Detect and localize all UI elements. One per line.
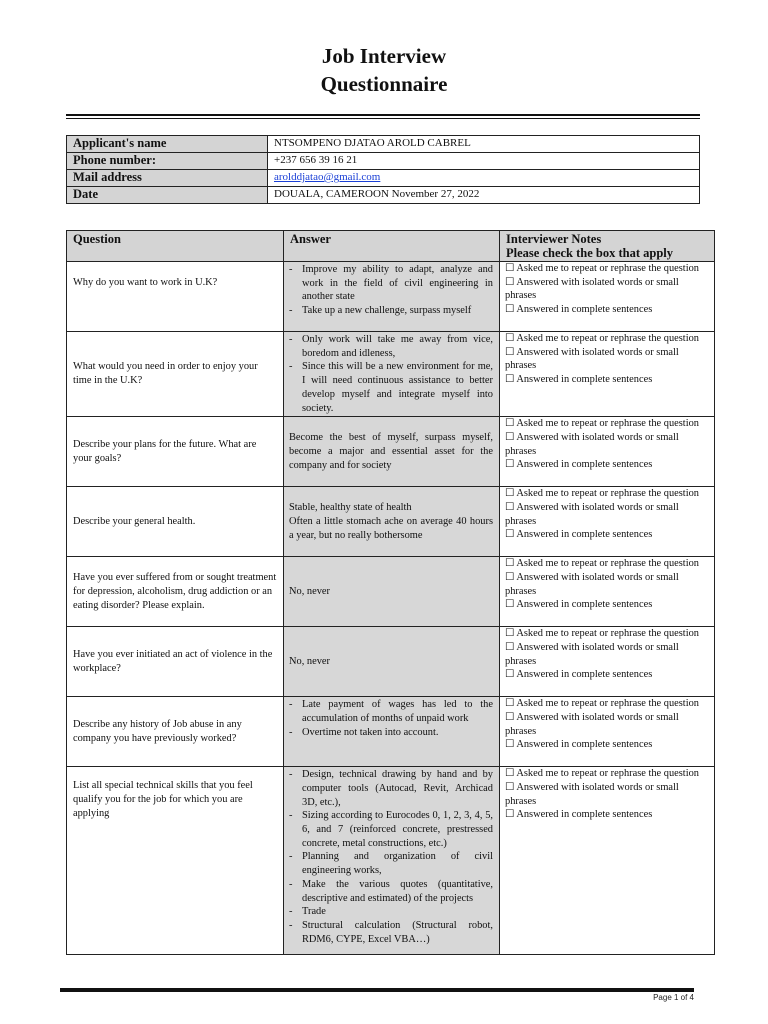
interviewer-notes-cell <box>500 417 715 487</box>
notes-checkbox-option[interactable]: ☐ Asked me to repeat or rephrase the question <box>505 333 699 344</box>
notes-checkbox-option[interactable]: ☐ Asked me to repeat or rephrase the question <box>505 628 699 640</box>
notes-checkbox-option[interactable]: ☐ Answered in complete sentences <box>505 739 653 751</box>
notes-checkbox-option[interactable]: ☐ Answered with isolated words or small phrases <box>505 641 679 667</box>
notes-checkbox-option[interactable]: ☐ Answered in complete sentences <box>505 304 653 316</box>
question-row <box>67 487 715 557</box>
answer-cell <box>284 417 500 487</box>
answer-cell <box>284 332 500 417</box>
applicant-field-value: +237 656 39 16 21 <box>268 153 700 170</box>
interviewer-notes-cell <box>500 262 715 332</box>
email-link[interactable]: arolddjatao@gmail.com <box>274 171 381 183</box>
footer-rule <box>60 988 694 992</box>
answer-list-item: - Design, technical drawing by hand and by computer tools (Autocad, Revit, Archicad 3D, etc.), <box>289 768 493 809</box>
answer-list-item: - Take up a new challenge, surpass myself <box>289 304 493 318</box>
question-text: Describe any history of Job abuse in any company you have previously worked? <box>67 697 284 767</box>
answer-list <box>289 698 493 739</box>
answer-list-item: - Overtime not taken into account. <box>289 726 493 740</box>
applicant-field-value <box>268 170 700 187</box>
interviewer-notes-cell <box>500 767 715 955</box>
answer-list-item: - Only work will take me away from vice, boredom and idleness, <box>289 333 493 360</box>
answer-text: Often a little stomach ache on average 40 hours a year, but no really bothersome <box>289 515 493 541</box>
notes-checkbox-option[interactable]: ☐ Answered in complete sentences <box>505 599 653 611</box>
applicant-field-label: Applicant's name <box>67 136 268 153</box>
answer-list <box>289 263 493 318</box>
answer-list-item: - Planning and organization of civil engineering works, <box>289 850 493 877</box>
question-row <box>67 697 715 767</box>
interviewer-notes-cell <box>500 487 715 557</box>
question-row <box>67 262 715 332</box>
applicant-info-row <box>67 170 700 187</box>
question-row <box>67 627 715 697</box>
notes-checkbox-option[interactable]: ☐ Answered with isolated words or small phrases <box>505 431 679 457</box>
answer-list-item: - Trade <box>289 905 493 919</box>
question-text: List all special technical skills that you feel qualify you for the job for which you are applying <box>67 767 284 955</box>
interviewer-notes-cell <box>500 557 715 627</box>
question-text: Why do you want to work in U.K? <box>67 262 284 332</box>
answer-list <box>289 333 493 415</box>
question-text: What would you need in order to enjoy your time in the U.K? <box>67 332 284 417</box>
header-notes-line-2: Please check the box that apply <box>506 246 674 260</box>
answer-text: No, never <box>289 655 330 667</box>
applicant-field-label: Mail address <box>67 170 268 187</box>
answer-cell <box>284 627 500 697</box>
question-row <box>67 767 715 955</box>
applicant-info-row <box>67 187 700 204</box>
notes-checkbox-option[interactable]: ☐ Answered in complete sentences <box>505 374 653 386</box>
notes-checkbox-option[interactable]: ☐ Answered with isolated words or small phrases <box>505 501 679 527</box>
questionnaire-table <box>66 230 715 955</box>
document-title <box>0 42 768 98</box>
notes-checkbox-option[interactable]: ☐ Asked me to repeat or rephrase the question <box>505 558 699 570</box>
notes-checkbox-option[interactable]: ☐ Asked me to repeat or rephrase the question <box>505 488 699 500</box>
answer-list-item: - Make the various quotes (quantitative, descriptive and estimated) of the projects <box>289 878 493 905</box>
answer-list-item: - Late payment of wages has led to the accumulation of months of unpaid work <box>289 698 493 725</box>
answer-cell <box>284 262 500 332</box>
answer-cell <box>284 557 500 627</box>
question-text: Describe your general health. <box>67 487 284 557</box>
question-row <box>67 417 715 487</box>
question-row <box>67 332 715 417</box>
answer-text: Stable, healthy state of health <box>289 502 412 514</box>
answer-list-item: - Structural calculation (Structural robot, RDM6, CYPE, Excel VBA…) <box>289 919 493 946</box>
page-number: Page 1 of 4 <box>653 993 694 1002</box>
notes-checkbox-option[interactable]: ☐ Asked me to repeat or rephrase the question <box>505 768 699 780</box>
applicant-info-row <box>67 153 700 170</box>
applicant-field-label: Date <box>67 187 268 204</box>
header-interviewer-notes <box>500 231 715 262</box>
notes-checkbox-option[interactable]: ☐ Answered with isolated words or small phrases <box>505 781 679 807</box>
header-rule <box>66 114 700 119</box>
applicant-info-table <box>66 135 700 204</box>
notes-checkbox-option[interactable]: ☐ Answered with isolated words or small phrases <box>505 711 679 737</box>
interviewer-notes-cell <box>500 627 715 697</box>
answer-list <box>289 768 493 946</box>
notes-checkbox-option[interactable]: ☐ Answered with isolated words or small phrases <box>505 571 679 597</box>
answer-cell <box>284 487 500 557</box>
title-line-2: Questionnaire <box>320 72 448 96</box>
answer-list-item: - Sizing according to Eurocodes 0, 1, 2, 3, 4, 5, 6, and 7 (reinforced concrete, prestressed concrete, metal constructions, etc.) <box>289 809 493 850</box>
applicant-info-row <box>67 136 700 153</box>
question-row <box>67 557 715 627</box>
header-notes-line-1: Interviewer Notes <box>506 232 602 246</box>
notes-checkbox-option[interactable]: ☐ Answered with isolated words or small phrases <box>505 346 679 372</box>
answer-list-item: - Improve my ability to adapt, analyze and work in the field of civil engineering in another state <box>289 263 493 304</box>
notes-checkbox-option[interactable]: ☐ Answered in complete sentences <box>505 459 653 471</box>
notes-checkbox-option[interactable]: ☐ Asked me to repeat or rephrase the question <box>505 418 699 430</box>
questionnaire-header-row <box>67 231 715 262</box>
applicant-field-value: NTSOMPENO DJATAO AROLD CABREL <box>268 136 700 153</box>
notes-checkbox-option[interactable]: ☐ Asked me to repeat or rephrase the question <box>505 698 699 710</box>
applicant-field-value: DOUALA, CAMEROON November 27, 2022 <box>268 187 700 204</box>
header-answer: Answer <box>284 231 500 262</box>
notes-checkbox-option[interactable]: ☐ Answered with isolated words or small phrases <box>505 276 679 302</box>
header-question: Question <box>67 231 284 262</box>
question-text: Have you ever suffered from or sought treatment for depression, alcoholism, drug addiction or an eating disorder? Please explain. <box>67 557 284 627</box>
answer-cell <box>284 697 500 767</box>
interviewer-notes-cell <box>500 697 715 767</box>
notes-checkbox-option[interactable]: ☐ Answered in complete sentences <box>505 529 653 541</box>
title-line-1: Job Interview <box>321 44 447 68</box>
question-text: Describe your plans for the future. What are your goals? <box>67 417 284 487</box>
notes-checkbox-option[interactable]: ☐ Answered in complete sentences <box>505 669 653 681</box>
answer-list-item: - Since this will be a new environment for me, I will need continuous assistance to better develop myself and integrate myself into society. <box>289 360 493 415</box>
answer-text: No, never <box>289 585 330 597</box>
answer-cell <box>284 767 500 955</box>
applicant-field-label: Phone number: <box>67 153 268 170</box>
question-text: Have you ever initiated an act of violence in the workplace? <box>67 627 284 697</box>
notes-checkbox-option[interactable]: ☐ Answered in complete sentences <box>505 809 653 821</box>
answer-text: Become the best of myself, surpass myself, become a major and essential asset for the company and for society <box>289 432 493 471</box>
notes-checkbox-option[interactable]: ☐ Asked me to repeat or rephrase the question <box>505 263 699 274</box>
interviewer-notes-cell <box>500 332 715 417</box>
